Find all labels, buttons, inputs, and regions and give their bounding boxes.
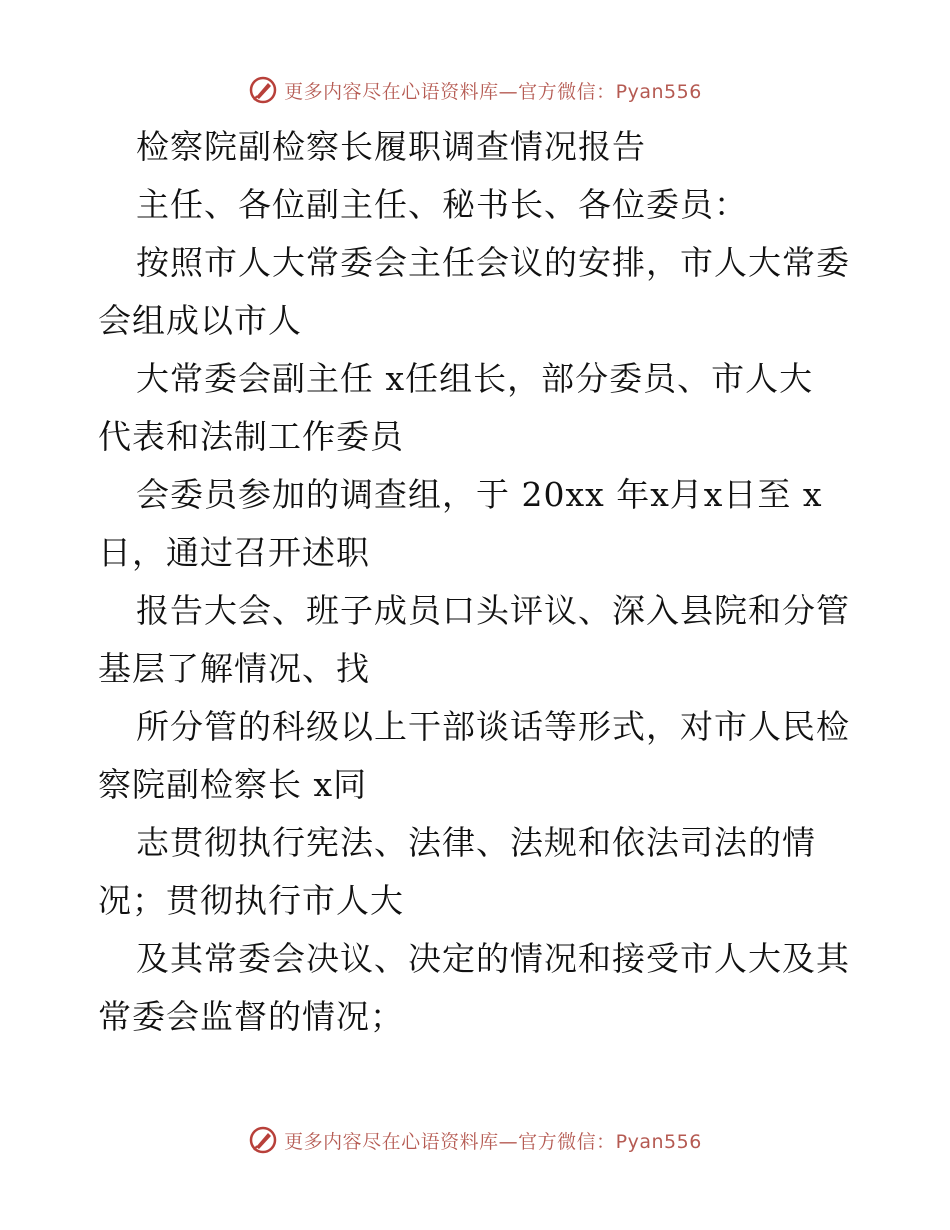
text-line: 主任、各位副主任、秘书长、各位委员： [136, 185, 748, 224]
text-line: 按照市人大常委会主任会议的安排，市人大常委 [136, 243, 850, 282]
text-line: 况；贯彻执行市人大 [98, 881, 404, 920]
header-banner-text: 更多内容尽在心语资料库—官方微信：Pyan556 [284, 80, 702, 103]
text-line: 所分管的科级以上干部谈话等形式，对市人民检 [136, 707, 850, 746]
quill-pen-logo-icon [248, 1125, 278, 1155]
text-line: 日，通过召开述职 [98, 533, 370, 572]
text-line: 代表和法制工作委员 [98, 417, 404, 456]
text-line: 报告大会、班子成员口头评议、深入县院和分管 [136, 591, 850, 630]
text-line: 基层了解情况、找 [98, 649, 370, 688]
text-line: 会委员参加的调查组，于 20xx 年x月x日至 x [136, 475, 823, 514]
text-line: 察院副检察长 x同 [98, 765, 368, 804]
footer-banner-text: 更多内容尽在心语资料库—官方微信：Pyan556 [284, 1130, 702, 1153]
quill-pen-logo-icon [248, 75, 278, 105]
text-line: 常委会监督的情况； [98, 997, 404, 1036]
document-body [98, 118, 858, 1046]
text-line: 会组成以市人 [98, 301, 302, 340]
text-line: 志贯彻执行宪法、法律、法规和依法司法的情 [136, 823, 816, 862]
text-line: 大常委会副主任 x任组长，部分委员、市人大 [136, 359, 814, 398]
footer-watermark-banner [0, 1120, 950, 1160]
text-line: 及其常委会决议、决定的情况和接受市人大及其 [136, 939, 850, 978]
text-line: 检察院副检察长履职调查情况报告 [136, 127, 646, 166]
header-watermark-banner [0, 70, 950, 110]
